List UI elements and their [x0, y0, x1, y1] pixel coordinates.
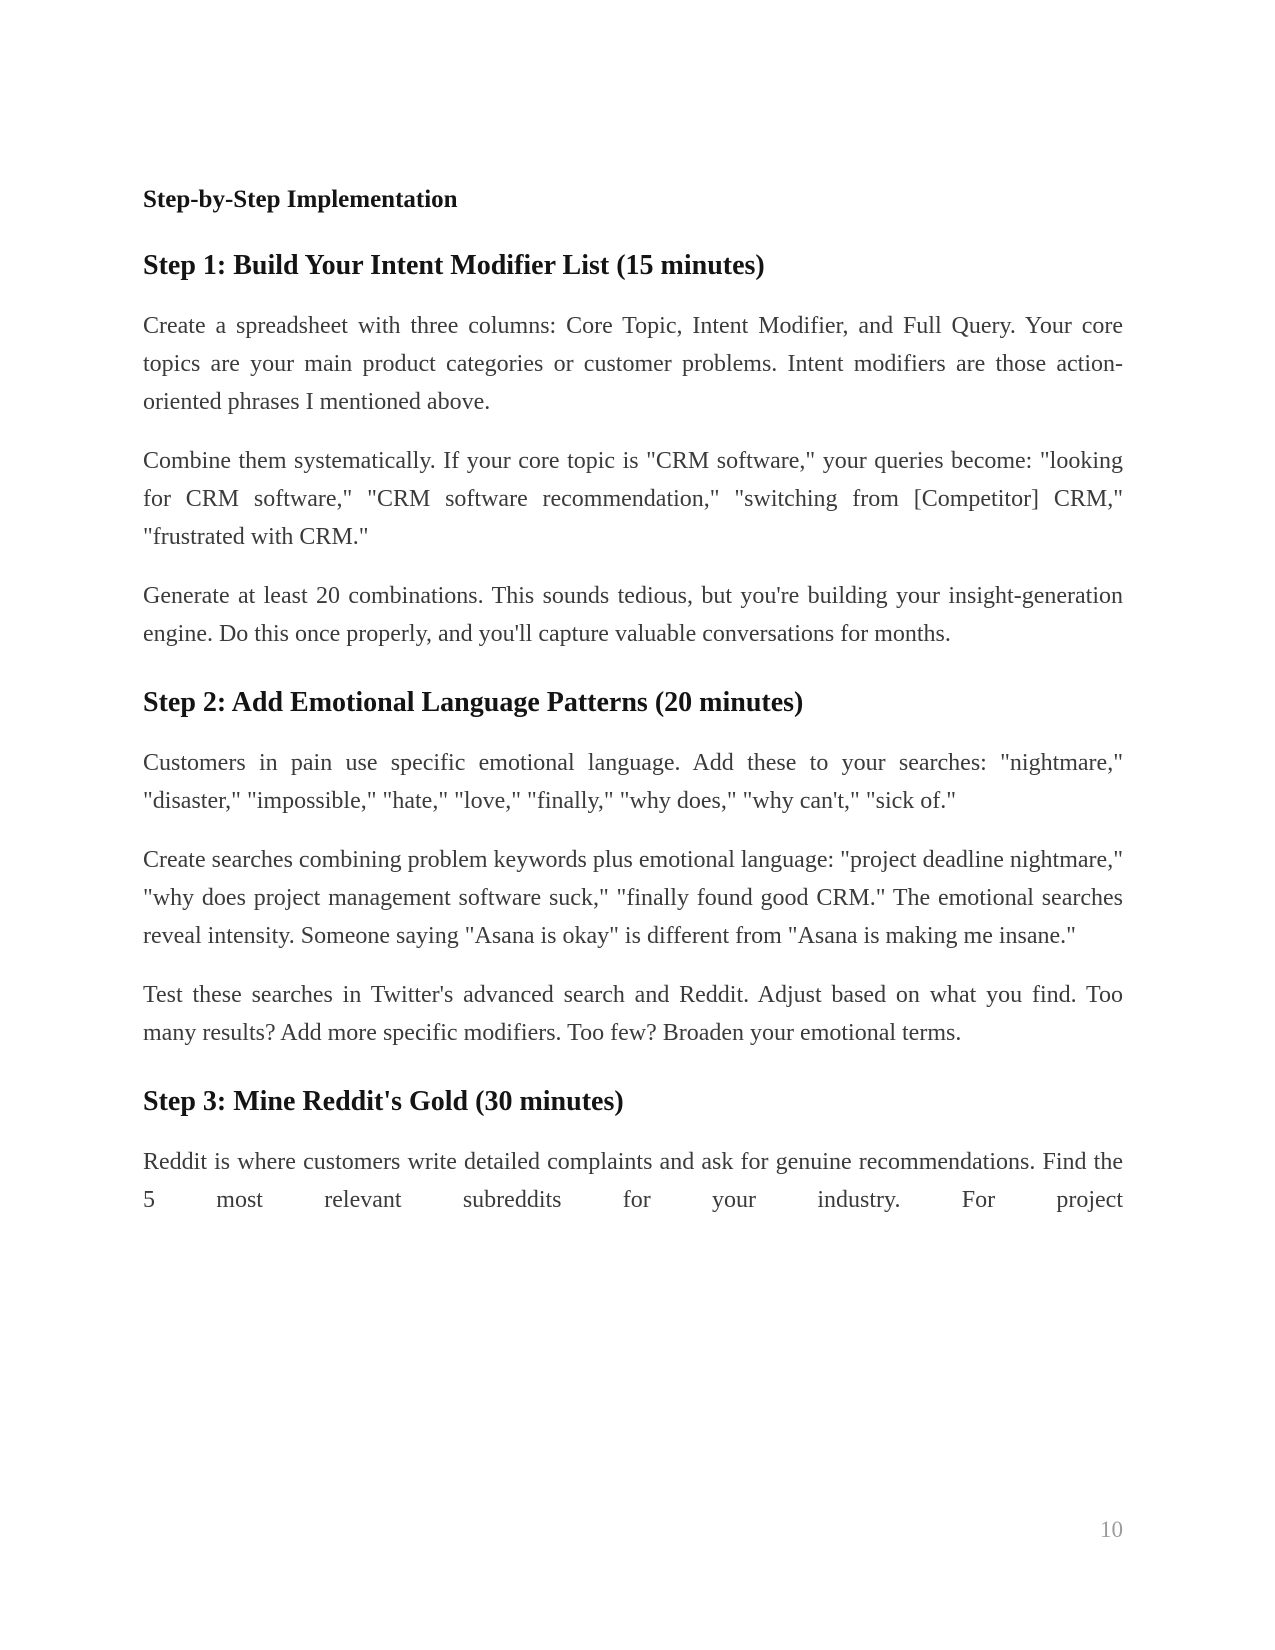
page-number: 10: [1100, 1517, 1123, 1542]
paragraph-combine-systematically: Combine them systematically. If your core topic is "CRM software," your queries become: "looking for CRM software," "CRM software recommendation," "switching from [Competitor] CRM," "frustrated with CRM.": [143, 448, 1123, 550]
paragraph-generate-combinations: Generate at least 20 combinations. This sounds tedious, but you're building your insight-generation engine. Do this once properly, and you'll capture valuable conversations for months.: [143, 583, 1123, 647]
step-2-heading: Step 2: Add Emotional Language Patterns (20 minutes): [143, 687, 804, 718]
paragraph-test-searches: Test these searches in Twitter's advanced search and Reddit. Adjust based on what you find. Too many results? Add more specific modifiers. Too few? Broaden your emotional terms.: [143, 982, 1123, 1046]
paragraph-reddit-mining: Reddit is where customers write detailed complaints and ask for genuine recommendations. Find the 5 most relevant subreddits for your industry. For project: [143, 1149, 1123, 1213]
step-1-heading: Step 1: Build Your Intent Modifier List (15 minutes): [143, 250, 765, 281]
step-3-heading: Step 3: Mine Reddit's Gold (30 minutes): [143, 1086, 624, 1117]
paragraph-emotional-searches: Create searches combining problem keywords plus emotional language: "project deadline nightmare," "why does project management software suck," "finally found good CRM." The emotional searches reveal intensity. Someone saying "Asana is okay" is different from "Asana is making me insane.": [143, 847, 1123, 949]
document-body: [143, 183, 1123, 1219]
section-title: Step-by-Step Implementation: [143, 186, 458, 213]
paragraph-emotional-language: Customers in pain use specific emotional language. Add these to your searches: "nightmare," "disaster," "impossible," "hate," "love," "finally," "why does," "why can't," "sick of.": [143, 750, 1123, 814]
paragraph-intent-modifier-spreadsheet: Create a spreadsheet with three columns: Core Topic, Intent Modifier, and Full Query. Your core topics are your main product categories or customer problems. Intent modifiers are those action-oriented phrases I mentioned above.: [143, 313, 1123, 415]
